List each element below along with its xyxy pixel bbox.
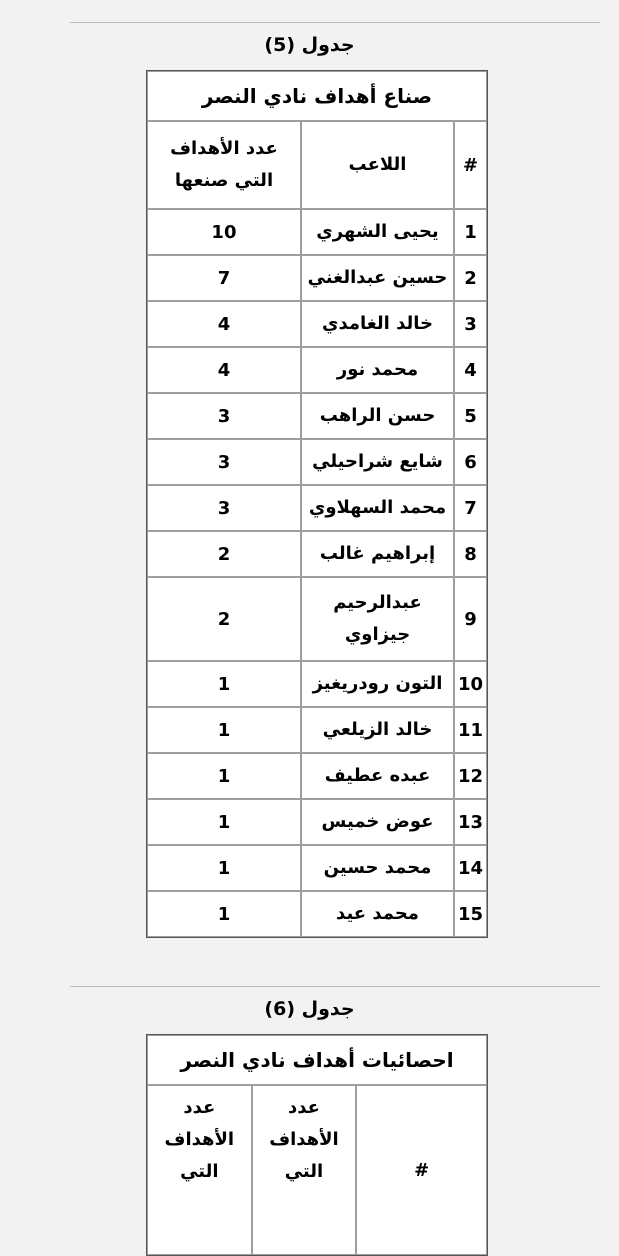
table6-header-col3-line3: التي (180, 1161, 219, 1182)
row-goals: 1 (147, 753, 301, 799)
table-row (147, 707, 487, 753)
section-divider (70, 986, 600, 987)
row-player: التون رودريغيز (301, 661, 454, 707)
row-goals: 10 (147, 209, 301, 255)
row-player: إبراهيم غالب (301, 531, 454, 577)
table6-title: احصائيات أهداف نادي النصر (147, 1035, 487, 1085)
row-num: 11 (454, 707, 487, 753)
row-player: يحيى الشهري (301, 209, 454, 255)
row-goals: 1 (147, 845, 301, 891)
row-num: 7 (454, 485, 487, 531)
table-row (147, 301, 487, 347)
table-row (147, 393, 487, 439)
table6-header-col3 (147, 1085, 252, 1255)
row-player: محمد حسين (301, 845, 454, 891)
table-row (147, 799, 487, 845)
table5-header-num: # (454, 121, 487, 209)
table-row (147, 531, 487, 577)
row-player: محمد السهلاوي (301, 485, 454, 531)
row-player-line2: جيزاوي (344, 624, 411, 645)
row-num: 3 (454, 301, 487, 347)
table5-header-goals-line1: عدد الأهداف (170, 138, 278, 159)
table6-header-col2 (252, 1085, 357, 1255)
row-num: 10 (454, 661, 487, 707)
row-goals: 2 (147, 531, 301, 577)
row-goals: 7 (147, 255, 301, 301)
table-row (147, 577, 487, 661)
row-player (301, 577, 454, 661)
row-player: عبده عطيف (301, 753, 454, 799)
row-num: 15 (454, 891, 487, 937)
table6-header-num: # (356, 1085, 487, 1255)
row-goals: 3 (147, 485, 301, 531)
row-num: 13 (454, 799, 487, 845)
table-row (147, 209, 487, 255)
row-goals: 1 (147, 891, 301, 937)
table6-header-col3-line1: عدد (183, 1097, 216, 1118)
row-num: 5 (454, 393, 487, 439)
table5-header-goals-line2: التي صنعها (174, 170, 274, 191)
row-player: محمد نور (301, 347, 454, 393)
row-player: خالد الغامدي (301, 301, 454, 347)
table5-caption: جدول (5) (264, 34, 355, 56)
row-num: 9 (454, 577, 487, 661)
row-goals: 3 (147, 393, 301, 439)
table6-header-col2-line1: عدد (287, 1097, 320, 1118)
table-row (147, 485, 487, 531)
row-goals: 4 (147, 347, 301, 393)
table-row (147, 347, 487, 393)
row-goals: 1 (147, 707, 301, 753)
row-player: شايع شراحيلي (301, 439, 454, 485)
table-row (147, 891, 487, 937)
top-divider (70, 22, 600, 23)
row-player: محمد عيد (301, 891, 454, 937)
row-num: 6 (454, 439, 487, 485)
row-player: عوض خميس (301, 799, 454, 845)
row-player: حسن الراهب (301, 393, 454, 439)
table5-title: صناع أهداف نادي النصر (147, 71, 487, 121)
row-num: 8 (454, 531, 487, 577)
row-num: 14 (454, 845, 487, 891)
row-player-line1: عبدالرحيم (333, 592, 422, 613)
table6-caption: جدول (6) (264, 998, 355, 1020)
row-goals: 1 (147, 799, 301, 845)
table5-header-player: اللاعب (301, 121, 454, 209)
table5 (146, 70, 488, 938)
row-player: خالد الزيلعي (301, 707, 454, 753)
row-num: 4 (454, 347, 487, 393)
table-row (147, 661, 487, 707)
row-goals: 4 (147, 301, 301, 347)
table6 (146, 1034, 488, 1256)
row-num: 1 (454, 209, 487, 255)
row-num: 2 (454, 255, 487, 301)
table-row (147, 845, 487, 891)
row-num: 12 (454, 753, 487, 799)
table-row (147, 255, 487, 301)
row-goals: 3 (147, 439, 301, 485)
row-goals: 2 (147, 577, 301, 661)
table6-header-col3-line2: الأهداف (164, 1129, 235, 1150)
row-goals: 1 (147, 661, 301, 707)
table-row (147, 439, 487, 485)
row-player: حسين عبدالغني (301, 255, 454, 301)
table6-header-col2-line3: التي (284, 1161, 324, 1182)
table5-header-goals (147, 121, 301, 209)
table-row (147, 753, 487, 799)
table6-header-col2-line2: الأهداف (269, 1129, 339, 1150)
